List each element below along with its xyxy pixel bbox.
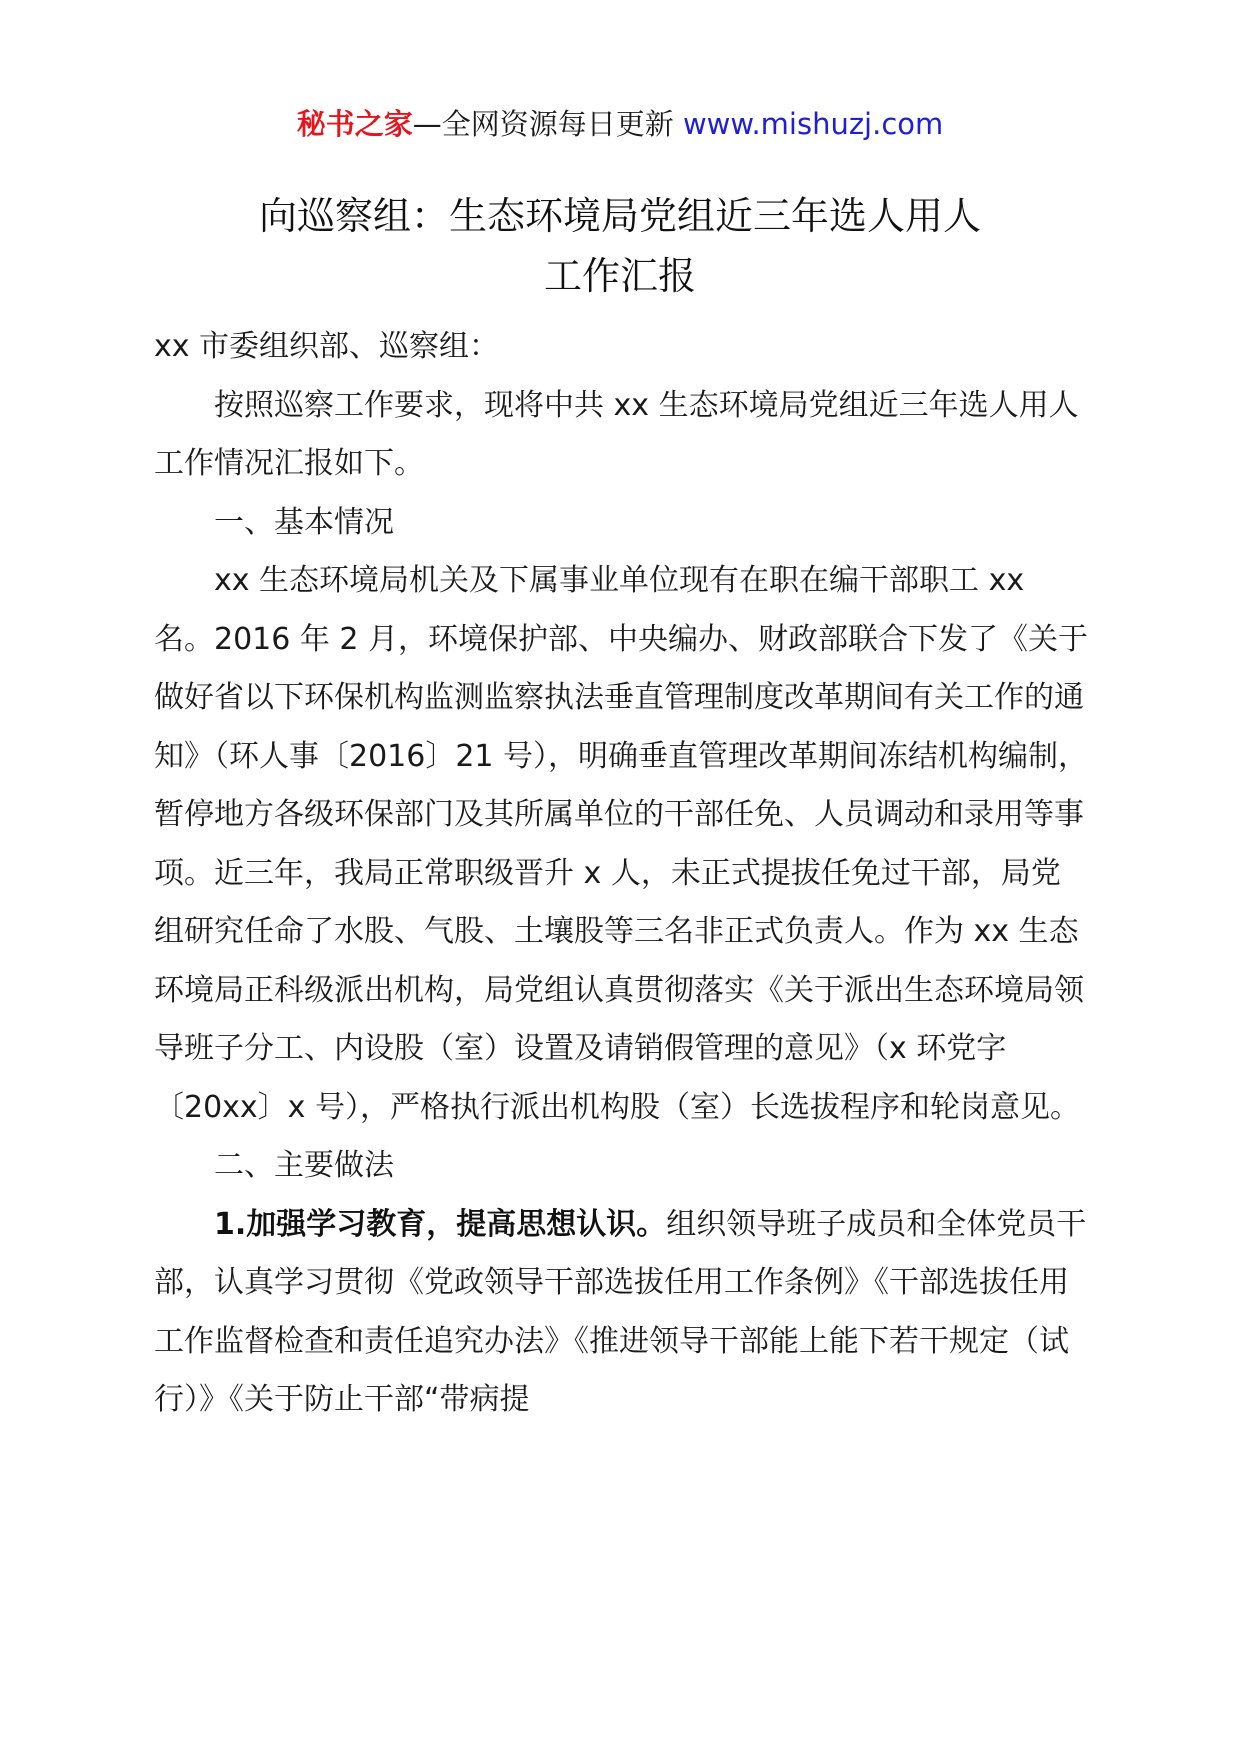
brand-name: 秘书之家: [296, 107, 413, 141]
site-url-link[interactable]: www.mishuzj.com: [682, 107, 944, 141]
title-line-1: 向巡察组：生态环境局党组近三年选人用人: [258, 194, 981, 238]
intro-paragraph: 按照巡察工作要求，现将中共 xx 生态环境局党组近三年选人用人工作情况汇报如下。: [154, 387, 1079, 481]
header-tagline: —全网资源每日更新: [412, 107, 674, 141]
document-body: [154, 318, 1089, 1430]
title-line-2: 工作汇报: [543, 254, 696, 298]
site-header: [0, 104, 1240, 144]
item-1-lead: 1.加强学习教育，提高思想认识。: [214, 1206, 667, 1242]
item-1-paragraph: [154, 1196, 1089, 1430]
item-1-text: 组织领导班子成员和全体党员干部，认真学习贯彻《党政领导干部选拔任用工作条例》《干部选拔任用工作监督检查和责任追究办法》《推进领导干部能上能下若干规定（试行）》《关于防止干部“带病提: [154, 1206, 1087, 1417]
document-title: [0, 186, 1240, 306]
section-1-paragraph: xx 生态环境局机关及下属事业单位现有在职在编干部职工 xx 名。2016 年 2 月，环境保护部、中央编办、财政部联合下发了《关于做好省以下环保机构监测监察执法垂直管理制度改革期间有关工作的通知》（环人事〔2016〕21 号），明确垂直管理改革期间冻结机构编制，暂停地方各级环保部门及其所属单位的干部任免、人员调动和录用等事项。近三年，我局正常职级晋升 x 人，未正式提拔任免过干部，局党组研究任命了水股、气股、土壤股等三名非正式负责人。作为 xx 生态环境局正科级派出机构，局党组认真贯彻落实《关于派出生态环境局领导班子分工、内设股（室）设置及请销假管理的意见》（x 环党字〔20xx〕x 号），严格执行派出机构股（室）长选拔程序和轮岗意见。: [154, 563, 1089, 1125]
section-2-heading: 二、主要做法: [214, 1148, 394, 1183]
salutation: xx 市委组织部、巡察组：: [154, 329, 500, 364]
section-1-heading: 一、基本情况: [214, 504, 394, 540]
